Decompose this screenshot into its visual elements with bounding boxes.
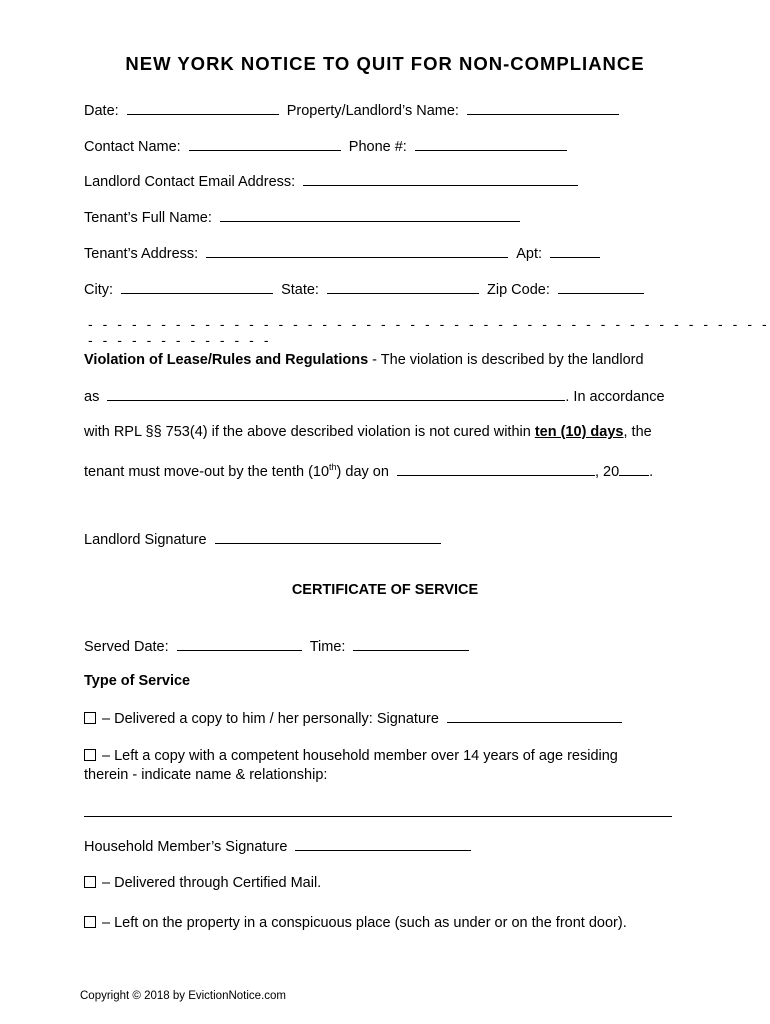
phone-label: Phone #: xyxy=(348,139,407,155)
violation-description-field[interactable] xyxy=(107,387,565,401)
in-accordance-text: . In accordance xyxy=(565,389,665,405)
tenant-address-field[interactable] xyxy=(206,244,508,258)
service-option-1-label: – Delivered a copy to him / her personally: Signature xyxy=(102,711,439,727)
served-date-label: Served Date: xyxy=(84,639,169,655)
service-option-3-label: – Delivered through Certified Mail. xyxy=(102,875,322,891)
zip-field[interactable] xyxy=(558,280,644,294)
city-field[interactable] xyxy=(121,280,273,294)
personal-signature-field[interactable] xyxy=(447,709,622,723)
move-out-text: tenant must move-out by the tenth (10 xyxy=(84,463,330,480)
tenant-address-row xyxy=(84,244,600,263)
contact-name-field[interactable] xyxy=(189,137,341,151)
state-label: State: xyxy=(281,282,319,298)
tenant-address-label: Tenant’s Address: xyxy=(84,246,199,262)
time-label: Time: xyxy=(309,639,346,655)
rpl-row xyxy=(84,423,652,441)
ten-days-text: ten (10) days xyxy=(534,424,624,440)
date-field[interactable] xyxy=(127,101,279,115)
rpl-text: with RPL §§ 753(4) if the above described violation is not cured within xyxy=(84,424,535,440)
city-label: City: xyxy=(84,282,113,298)
contact-row xyxy=(84,137,567,156)
email-field[interactable] xyxy=(303,172,578,186)
move-out-text-b: ) day on xyxy=(336,463,389,480)
tenant-name-field[interactable] xyxy=(220,208,520,222)
rpl-text-end: , the xyxy=(623,424,652,440)
time-field[interactable] xyxy=(353,637,469,651)
section-separator: - - - - - - - - - - - - - - - - - - - - - - - - - - - - - - - - - - - - - - - - - - - - - - - - - - - - - - - - - - - - xyxy=(88,316,770,348)
service-option-2-line2: therein - indicate name & relationship: xyxy=(84,767,328,783)
th-superscript: th xyxy=(329,462,337,472)
phone-field[interactable] xyxy=(415,137,567,151)
landlord-signature-label: Landlord Signature xyxy=(84,532,207,548)
copyright-text: Copyright © 2018 by EvictionNotice.com xyxy=(80,990,286,1002)
move-out-row xyxy=(84,458,653,481)
violation-heading-row xyxy=(84,351,644,369)
service-option-4 xyxy=(84,914,627,932)
contact-name-label: Contact Name: xyxy=(84,139,181,155)
state-field[interactable] xyxy=(327,280,479,294)
type-of-service-heading: Type of Service xyxy=(84,673,191,689)
city-state-zip-row xyxy=(84,280,644,299)
violation-description-row xyxy=(84,387,665,406)
certificate-heading: CERTIFICATE OF SERVICE xyxy=(291,582,479,598)
property-landlord-field[interactable] xyxy=(467,101,619,115)
household-signature-field[interactable] xyxy=(295,837,471,851)
tenant-name-row xyxy=(84,208,520,227)
household-member-name-field[interactable] xyxy=(84,816,672,817)
year-field[interactable] xyxy=(619,462,649,476)
household-signature-label: Household Member’s Signature xyxy=(84,839,288,855)
service-option-3 xyxy=(84,874,321,892)
year-prefix: , 20 xyxy=(594,463,620,480)
document-title: NEW YORK NOTICE TO QUIT FOR NON-COMPLIANCE xyxy=(125,53,645,74)
apt-label: Apt: xyxy=(516,246,543,262)
zip-label: Zip Code: xyxy=(487,282,550,298)
violation-intro: - The violation is described by the landlord xyxy=(368,352,644,368)
served-row xyxy=(84,637,469,656)
service-option-2 xyxy=(84,747,618,765)
landlord-signature-row xyxy=(84,530,441,549)
violation-heading: Violation of Lease/Rules and Regulations xyxy=(84,352,369,368)
service-option-2-label: – Left a copy with a competent household member over 14 years of age residing xyxy=(102,748,618,764)
apt-field[interactable] xyxy=(550,244,600,258)
violation-as-label: as xyxy=(84,389,100,405)
date-label: Date: xyxy=(84,103,119,119)
service-option-3-checkbox[interactable] xyxy=(84,876,96,888)
served-date-field[interactable] xyxy=(177,637,302,651)
service-option-4-label: – Left on the property in a conspicuous place (such as under or on the front door). xyxy=(102,915,627,931)
household-signature-row xyxy=(84,837,471,856)
tenant-name-label: Tenant’s Full Name: xyxy=(84,210,212,226)
property-landlord-label: Property/Landlord’s Name: xyxy=(286,103,459,119)
service-option-4-checkbox[interactable] xyxy=(84,916,96,928)
email-row xyxy=(84,172,578,191)
email-label: Landlord Contact Email Address: xyxy=(84,174,296,190)
move-out-period: . xyxy=(649,463,654,480)
landlord-signature-field[interactable] xyxy=(215,530,441,544)
service-option-1 xyxy=(84,709,622,728)
move-out-date-field[interactable] xyxy=(397,462,595,476)
service-option-1-checkbox[interactable] xyxy=(84,712,96,724)
service-option-2-checkbox[interactable] xyxy=(84,749,96,761)
date-row xyxy=(84,101,619,120)
